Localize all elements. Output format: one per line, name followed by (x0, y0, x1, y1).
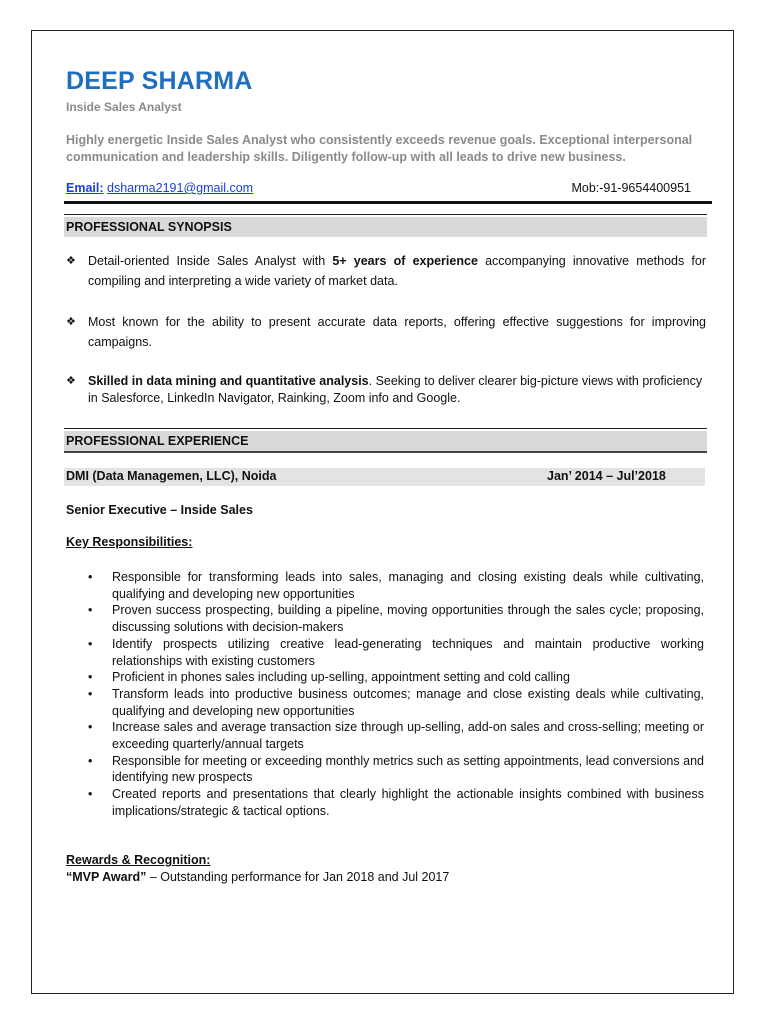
bullet-icon: • (88, 636, 93, 651)
synopsis-heading: PROFESSIONAL SYNOPSIS (64, 217, 707, 237)
award-name: “MVP Award” (66, 870, 147, 884)
header-divider (64, 201, 712, 204)
diamond-bullet-icon: ❖ (66, 255, 76, 267)
synopsis-top-line (64, 214, 707, 215)
candidate-name: DEEP SHARMA (66, 67, 253, 95)
diamond-bullet-icon: ❖ (66, 375, 76, 387)
employment-dates: Jan’ 2014 – Jul’2018 (547, 469, 666, 483)
bullet-icon: • (88, 686, 93, 701)
synopsis-item: ❖ Skilled in data mining and quantitative analysis. Seeking to deliver clearer big-picture views with proficiency in Salesforce, LinkedIn Navigator, Rainking, Zoom info and Google. (66, 374, 703, 405)
company-name: DMI (Data Managemen, LLC), Noida (66, 469, 277, 483)
list-item: • Transform leads into productive business outcomes; manage and close existing deals while cultivating, qualifying and developing new opportunities (88, 686, 704, 718)
bullet-icon: • (88, 753, 93, 768)
rewards-heading: Rewards & Recognition: (66, 853, 211, 867)
mobile-number: Mob:-91-9654400951 (571, 181, 691, 195)
list-item: • Responsible for transforming leads into sales, managing and closing existing deals while cultivating, qualifying and developing new opportunities (88, 570, 704, 601)
award-line (66, 870, 449, 884)
experience-heading: PROFESSIONAL EXPERIENCE (64, 431, 707, 451)
responsibilities-heading: Key Responsibilities: (66, 535, 193, 549)
email-label: Email: (66, 181, 104, 195)
bullet-icon: • (88, 603, 93, 618)
summary-text: Highly energetic Inside Sales Analyst who consistently exceeds revenue goals. Exceptional interpersonal communication and leadership skills. Diligently follow-up with all leads to drive new business. (66, 133, 693, 164)
bullet-icon: • (88, 720, 93, 735)
award-text: – Outstanding performance for Jan 2018 and Jul 2017 (146, 870, 450, 884)
synopsis-item: ❖ Most known for the ability to present accurate data reports, offering effective suggestions for improving campaigns. (66, 312, 706, 352)
responsibilities-list (66, 569, 704, 820)
diamond-bullet-icon: ❖ (66, 316, 76, 328)
list-item: • Proven success prospecting, building a pipeline, moving opportunities through the sales cycle; proposing, discussing solutions with decision-makers (88, 603, 704, 635)
bullet-icon: • (88, 670, 93, 685)
email-link[interactable]: dsharma2191@gmail.com (107, 181, 254, 195)
list-item: • Proficient in phones sales including up-selling, appointment setting and cold calling (88, 670, 570, 685)
bullet-icon: • (88, 787, 93, 802)
bullet-icon: • (88, 570, 93, 584)
candidate-role: Inside Sales Analyst (66, 100, 182, 114)
list-item: • Identify prospects utilizing creative lead-generating techniques and maintain productive working relationships with existing customers (88, 636, 704, 668)
experience-top-line (64, 428, 707, 429)
synopsis-item: ❖ Detail-oriented Inside Sales Analyst with 5+ years of experience accompanying innovative methods for compiling and interpreting a wide variety of market data. (66, 251, 706, 291)
resume-page (31, 30, 734, 994)
email-line (66, 181, 253, 195)
experience-bottom-line (64, 451, 707, 453)
list-item: • Created reports and presentations that clearly highlight the actionable insights combined with business implications/strategic & tactical options. (88, 787, 704, 818)
list-item: • Increase sales and average transaction size through up-selling, add-on sales and cross-selling; meeting or exceeding quarterly/annual targets (88, 720, 704, 752)
job-title: Senior Executive – Inside Sales (66, 503, 253, 517)
list-item: • Responsible for meeting or exceeding monthly metrics such as setting appointments, lead conversions and identifying new prospects (88, 753, 704, 785)
